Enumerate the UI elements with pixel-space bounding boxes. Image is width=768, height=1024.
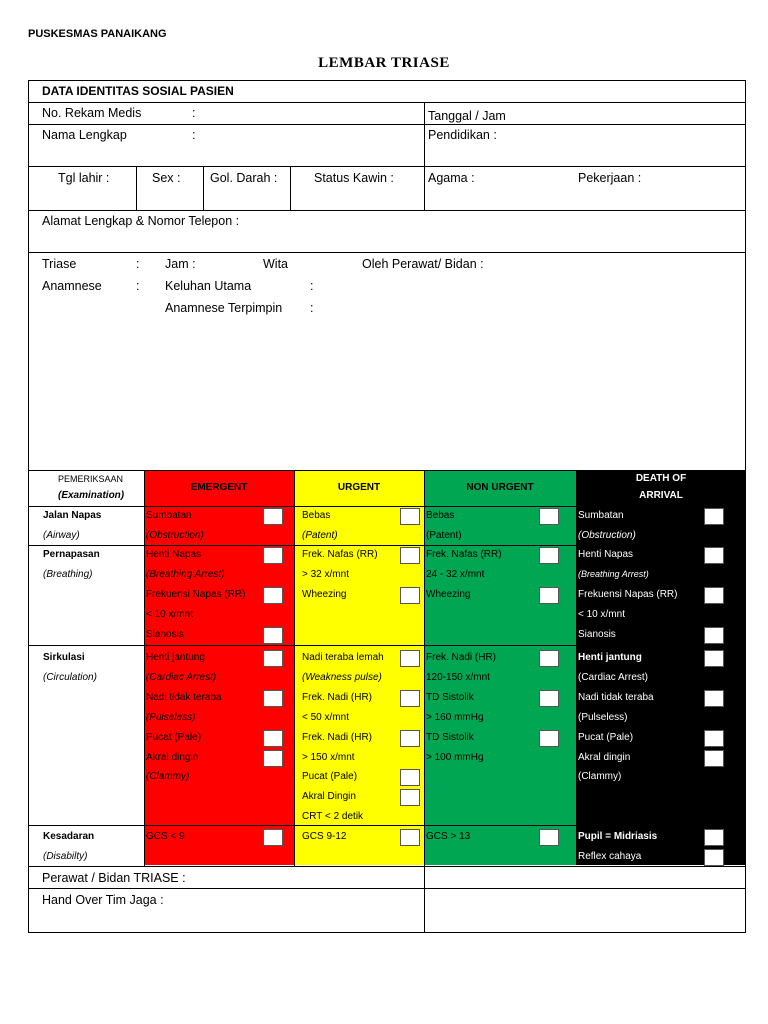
cell-text: TD Sistolik — [426, 732, 474, 743]
checkbox[interactable] — [400, 587, 420, 604]
cell-text: > 100 mmHg — [426, 752, 484, 763]
cell-text: Nadi teraba lemah — [302, 652, 384, 663]
emergent-header: EMERGENT — [190, 482, 248, 493]
cell-text: (Pulseless) — [578, 712, 628, 723]
cell-text: Akral Dingin — [302, 791, 356, 802]
cell-text: < 50 x/mnt — [302, 712, 349, 723]
marital-status-label: Status Kawin : — [314, 171, 394, 185]
medical-record-label: No. Rekam Medis — [42, 106, 142, 120]
urgent-header: URGENT — [337, 482, 381, 493]
occupation-label: Pekerjaan : — [578, 171, 642, 185]
colon: : — [136, 279, 140, 293]
cell-text: 120-150 x/mnt — [426, 672, 490, 683]
cell-text: (Cardiac Arrest) — [146, 672, 217, 683]
doa-header-line2: ARRIVAL — [639, 490, 683, 501]
nurse-label: Oleh Perawat/ Bidan : — [362, 257, 484, 271]
cell-text: Akral dingin — [578, 752, 631, 763]
religion-label: Agama : — [428, 171, 475, 185]
checkbox[interactable] — [263, 508, 283, 525]
checkbox[interactable] — [704, 508, 724, 525]
cell-text: > 150 x/mnt — [302, 752, 355, 763]
full-name-label: Nama Lengkap — [42, 128, 127, 142]
cell-text: GCS < 9 — [146, 831, 185, 842]
cell-text: Reflex cahaya — [578, 851, 642, 862]
cell-text: Frek. Nafas (RR) — [426, 549, 502, 560]
colon: : — [192, 106, 196, 120]
chief-complaint-label: Keluhan Utama — [165, 279, 252, 293]
cell-text: Henti Napas — [578, 549, 634, 560]
cell-text: GCS 9-12 — [302, 831, 347, 842]
checkbox[interactable] — [539, 508, 559, 525]
wita-label: Wita — [263, 257, 288, 271]
cell-text: (Patent) — [426, 530, 462, 541]
row-sublabel-circulation: (Circulation) — [43, 672, 97, 683]
cell-text: Frekuensi Napas (RR) — [146, 589, 246, 600]
time-label: Jam : — [165, 257, 196, 271]
cell-text: (Clammy) — [578, 771, 622, 782]
cell-text: < 10 x/mnt — [146, 609, 193, 620]
cell-text: Frek. Nadi (HR) — [302, 692, 373, 703]
colon: : — [136, 257, 140, 271]
cell-text: Henti jantung — [146, 652, 205, 663]
cell-text: Frekuensi Napas (RR) — [578, 589, 678, 600]
cell-text: (Pulseless) — [146, 712, 196, 723]
cell-text: (Clammy) — [146, 771, 190, 782]
row-sublabel-airway: (Airway) — [43, 530, 80, 541]
cell-text: Bebas — [426, 510, 455, 521]
checkbox[interactable] — [400, 829, 420, 846]
triage-label: Triase — [42, 257, 77, 271]
cell-text: Akral dingin — [146, 752, 199, 763]
colon: : — [310, 279, 314, 293]
checkbox[interactable] — [263, 650, 283, 667]
checkbox[interactable] — [704, 587, 724, 604]
checkbox[interactable] — [704, 849, 724, 866]
checkbox[interactable] — [400, 508, 420, 525]
checkbox[interactable] — [263, 627, 283, 644]
education-label: Pendidikan : — [428, 128, 497, 142]
cell-text: CRT < 2 detik — [302, 811, 364, 822]
examination-header: PEMERIKSAAN — [58, 474, 124, 484]
cell-text: (Obstruction) — [146, 530, 204, 541]
cell-text: Sianosis — [146, 629, 184, 640]
cell-text: Nadi tidak teraba — [578, 692, 654, 703]
row-label-circulation: Sirkulasi — [43, 652, 85, 663]
cell-text: Pucat (Pale) — [302, 771, 358, 782]
date-time-label: Tanggal / Jam — [428, 109, 506, 123]
row-sublabel-disability: (Disabilty) — [43, 851, 88, 862]
cell-text: Sianosis — [578, 629, 616, 640]
cell-text: Sumbatan — [578, 510, 624, 521]
cell-text: Wheezing — [302, 589, 347, 600]
cell-text: (Weakness pulse) — [302, 672, 382, 683]
checkbox[interactable] — [400, 690, 420, 707]
cell-text: Bebas — [302, 510, 331, 521]
checkbox[interactable] — [704, 829, 724, 846]
cell-text: Pucat (Pale) — [578, 732, 634, 743]
row-label-airway: Jalan Napas — [43, 510, 102, 521]
checkbox[interactable] — [539, 690, 559, 707]
cell-text: (Cardiac Arrest) — [578, 672, 649, 683]
birth-date-label: Tgl lahir : — [58, 171, 110, 185]
doa-header-line1: DEATH OF — [635, 473, 687, 484]
checkbox[interactable] — [400, 730, 420, 747]
anamnesis-label: Anamnese — [42, 279, 102, 293]
cell-text: > 32 x/mnt — [302, 569, 349, 580]
cell-text: (Patent) — [302, 530, 338, 541]
checkbox[interactable] — [400, 547, 420, 564]
checkbox[interactable] — [263, 750, 283, 767]
handover-label: Hand Over Tim Jaga : — [42, 893, 164, 907]
checkbox[interactable] — [704, 730, 724, 747]
checkbox[interactable] — [400, 789, 420, 806]
colon: : — [192, 128, 196, 142]
checkbox[interactable] — [400, 650, 420, 667]
cell-text: Pupil = Midriasis — [578, 831, 658, 842]
cell-text: Pucat (Pale) — [146, 732, 202, 743]
checkbox[interactable] — [263, 730, 283, 747]
cell-text: TD Sistolik — [426, 692, 474, 703]
cell-text: Henti jantung — [578, 652, 642, 663]
non-urgent-header: NON URGENT — [466, 482, 534, 493]
cell-text: (Breathing Arrest) — [146, 569, 225, 580]
checkbox[interactable] — [400, 769, 420, 786]
checkbox[interactable] — [539, 730, 559, 747]
checkbox[interactable] — [539, 650, 559, 667]
row-label-breathing: Pernapasan — [43, 549, 100, 560]
triage-nurse-label: Perawat / Bidan TRIASE : — [42, 871, 186, 885]
checkbox[interactable] — [539, 829, 559, 846]
cell-text: Frek. Nafas (RR) — [302, 549, 378, 560]
sex-label: Sex : — [152, 171, 181, 185]
cell-text: 24 - 32 x/mnt — [426, 569, 485, 580]
checkbox[interactable] — [539, 587, 559, 604]
checkbox[interactable] — [704, 750, 724, 767]
blood-type-label: Gol. Darah : — [210, 171, 278, 185]
page-title: LEMBAR TRIASE — [318, 55, 450, 71]
identity-section-title: DATA IDENTITAS SOSIAL PASIEN — [42, 84, 234, 98]
checkbox[interactable] — [704, 547, 724, 564]
cell-text: > 160 mmHg — [426, 712, 484, 723]
cell-text: Frek. Nadi (HR) — [426, 652, 497, 663]
cell-text: (Breathing Arrest) — [578, 569, 649, 579]
colon: : — [310, 301, 314, 315]
cell-text: Wheezing — [426, 589, 471, 600]
cell-text: Sumbatan — [146, 510, 192, 521]
checkbox[interactable] — [704, 650, 724, 667]
organization-name: PUSKESMAS PANAIKANG — [28, 28, 167, 40]
checkbox[interactable] — [263, 587, 283, 604]
cell-text: GCS > 13 — [426, 831, 471, 842]
checkbox[interactable] — [263, 829, 283, 846]
cell-text: Nadi tidak teraba — [146, 692, 222, 703]
checkbox[interactable] — [704, 627, 724, 644]
address-phone-label: Alamat Lengkap & Nomor Telepon : — [42, 214, 240, 228]
checkbox[interactable] — [704, 690, 724, 707]
row-sublabel-breathing: (Breathing) — [43, 569, 93, 580]
cell-text: < 10 x/mnt — [578, 609, 625, 620]
row-label-disability: Kesadaran — [43, 831, 95, 842]
checkbox[interactable] — [263, 547, 283, 564]
cell-text: Frek. Nadi (HR) — [302, 732, 373, 743]
examination-subheader: (Examination) — [58, 490, 125, 501]
cell-text: (Obstruction) — [578, 530, 636, 541]
guided-anamnesis-label: Anamnese Terpimpin — [165, 301, 283, 315]
checkbox[interactable] — [539, 547, 559, 564]
cell-text: Henti Napas — [146, 549, 202, 560]
checkbox[interactable] — [263, 690, 283, 707]
